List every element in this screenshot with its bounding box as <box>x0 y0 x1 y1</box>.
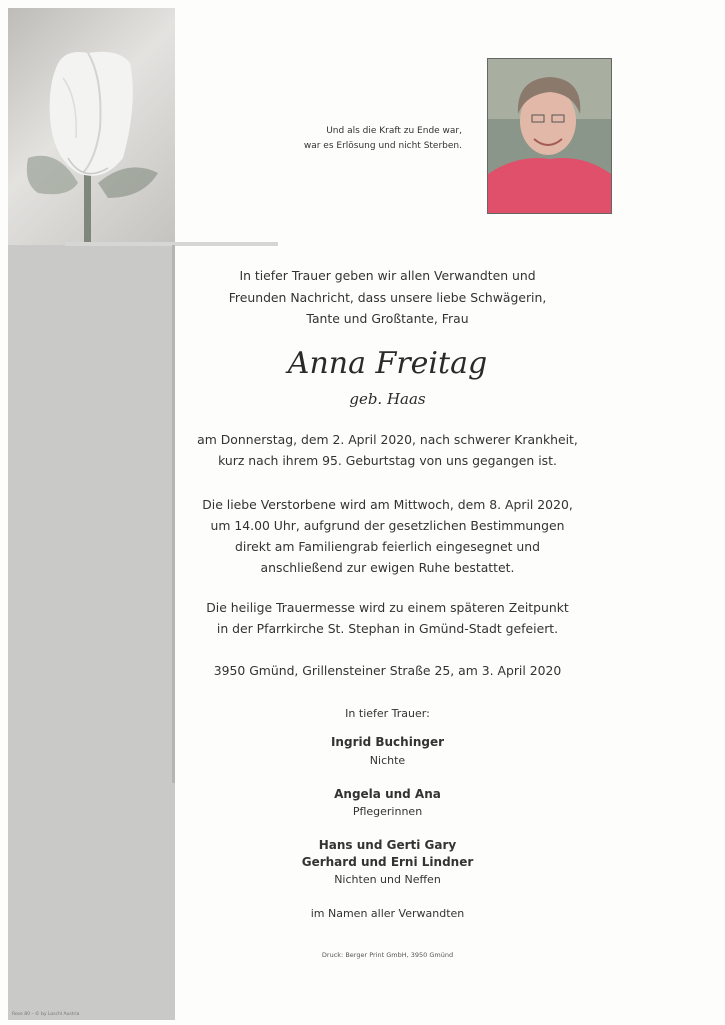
printer-credit: Druck: Berger Print GmbH, 3950 Gmünd <box>321 951 454 959</box>
closing-line: im Namen aller Verwandten <box>310 907 465 920</box>
mourner-relation: Nichte <box>369 754 406 767</box>
death-notice-line: kurz nach ihrem 95. Geburtstag von uns gegangen ist. <box>218 453 557 468</box>
mourner-name: Angela und Ana <box>334 787 441 801</box>
quote-line: Und als die Kraft zu Ende war, <box>326 126 462 136</box>
quote-line: war es Erlösung und nicht Sterben. <box>303 141 462 151</box>
mourner-name: Hans und Gerti Gary <box>318 838 457 852</box>
mourner-name: Gerhard und Erni Lindner <box>301 855 474 869</box>
funeral-line: Die liebe Verstorbene wird am Mittwoch, dem 8. April 2020, <box>202 497 573 512</box>
death-notice-line: am Donnerstag, dem 2. April 2020, nach schwerer Krankheit, <box>197 432 578 447</box>
mass-line: Die heilige Trauermesse wird zu einem späteren Zeitpunkt <box>206 600 569 615</box>
intro-line: Tante und Großtante, Frau <box>306 311 469 326</box>
mourner-relation: Pflegerinnen <box>352 805 423 818</box>
mourner-relation: Nichten und Neffen <box>334 873 441 886</box>
deceased-name: Anna Freitag <box>287 346 488 381</box>
quote <box>280 124 462 154</box>
intro-line: Freunden Nachricht, dass unsere liebe Schwägerin, <box>228 290 547 305</box>
intro-line: In tiefer Trauer geben wir allen Verwandten und <box>239 268 536 283</box>
portrait-photo <box>487 58 612 214</box>
place-date: 3950 Gmünd, Grillensteiner Straße 25, am 3. April 2020 <box>213 663 562 678</box>
maiden-name: geb. Haas <box>349 390 426 408</box>
image-credit: Rose 80 – © by Loschl Austria <box>12 1012 80 1017</box>
mourner-name: Ingrid Buchinger <box>330 735 445 749</box>
mass-line: in der Pfarrkirche St. Stephan in Gmünd-Stadt gefeiert. <box>216 621 559 636</box>
rose-image <box>8 8 175 245</box>
funeral-line: anschließend zur ewigen Ruhe bestattet. <box>260 560 515 575</box>
funeral-line: direkt am Familiengrab feierlich eingesegnet und <box>235 539 540 554</box>
funeral-line: um 14.00 Uhr, aufgrund der gesetzlichen Bestimmungen <box>210 518 565 533</box>
mourners-heading: In tiefer Trauer: <box>345 707 430 720</box>
